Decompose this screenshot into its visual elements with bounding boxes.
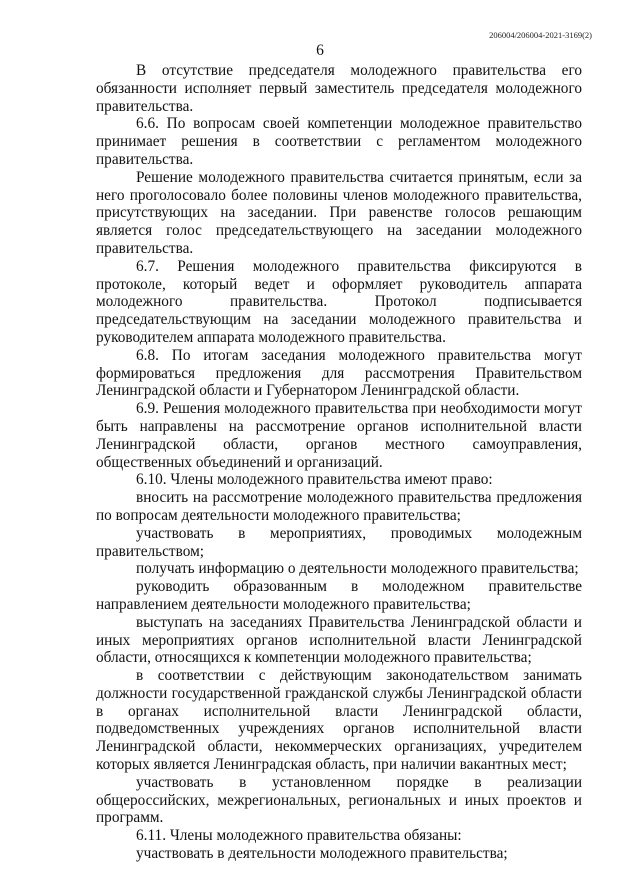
document-registration-code: 206004/206004-2021-3169(2)	[489, 30, 592, 40]
paragraph: 6.7. Решения молодежного правительства фиксируются в протоколе, который ведет и оформляет руководитель аппарата молодежного правительства. Протокол подписывается председательствующим на заседании молодежного правительства и руководителем аппарата молодежного правительства.	[96, 257, 582, 346]
paragraph: руководить образованным в молодежном правительстве направлением деятельности молодежного правительства;	[96, 578, 582, 613]
paragraph: 6.6. По вопросам своей компетенции молодежное правительство принимает решения в соответствии с регламентом молодежного правительства.	[96, 115, 582, 168]
paragraph: 6.9. Решения молодежного правительства при необходимости могут быть направлены на рассмотрение органов исполнительной власти Ленинградской области, органов местного самоуправления, общественных объединений и организаций.	[96, 400, 582, 471]
paragraph: участвовать в установленном порядке в реализации общероссийских, межрегиональных, региональных и иных проектов и программ.	[96, 773, 582, 827]
paragraph: получать информацию о деятельности молодежного правительства;	[136, 560, 579, 578]
page-number: 6	[316, 42, 324, 59]
paragraph: 6.11. Члены молодежного правительства обязаны:	[136, 827, 462, 845]
paragraph: участвовать в мероприятиях, проводимых молодежным правительством;	[96, 524, 582, 560]
paragraph: Решение молодежного правительства считается принятым, если за него проголосовало более половины членов молодежного правительства, присутствующих на заседании. При равенстве голосов решающим является голос председательствующего на заседании молодежного правительства.	[96, 168, 582, 257]
paragraph: 6.10. Члены молодежного правительства имеют право:	[136, 471, 493, 489]
paragraph: В отсутствие председателя молодежного правительства его обязанности исполняет первый заместитель председателя молодежного правительства.	[96, 62, 582, 115]
paragraph: участвовать в деятельности молодежного правительства;	[136, 845, 508, 863]
paragraph: выступать на заседаниях Правительства Ленинградской области и иных мероприятиях органов исполнительной власти Ленинградской области, относящихся к компетенции молодежного правительства;	[96, 613, 582, 667]
paragraph: вносить на рассмотрение молодежного правительства предложения по вопросам деятельности молодежного правительства;	[96, 489, 582, 524]
paragraph: 6.8. По итогам заседания молодежного правительства могут формироваться предложения для рассмотрения Правительством Ленинградской области и Губернатором Ленинградской области.	[96, 346, 582, 400]
paragraph: в соответствии с действующим законодательством занимать должности государственной гражданской службы Ленинградской области в органах исполнительной власти Ленинградской области, подведомственных учреждениях органов исполнительной власти Ленинградской области, некоммерческих организациях, учредителем которых является Ленинградская область, при наличии вакантных мест;	[96, 667, 582, 774]
document-body	[96, 62, 582, 863]
